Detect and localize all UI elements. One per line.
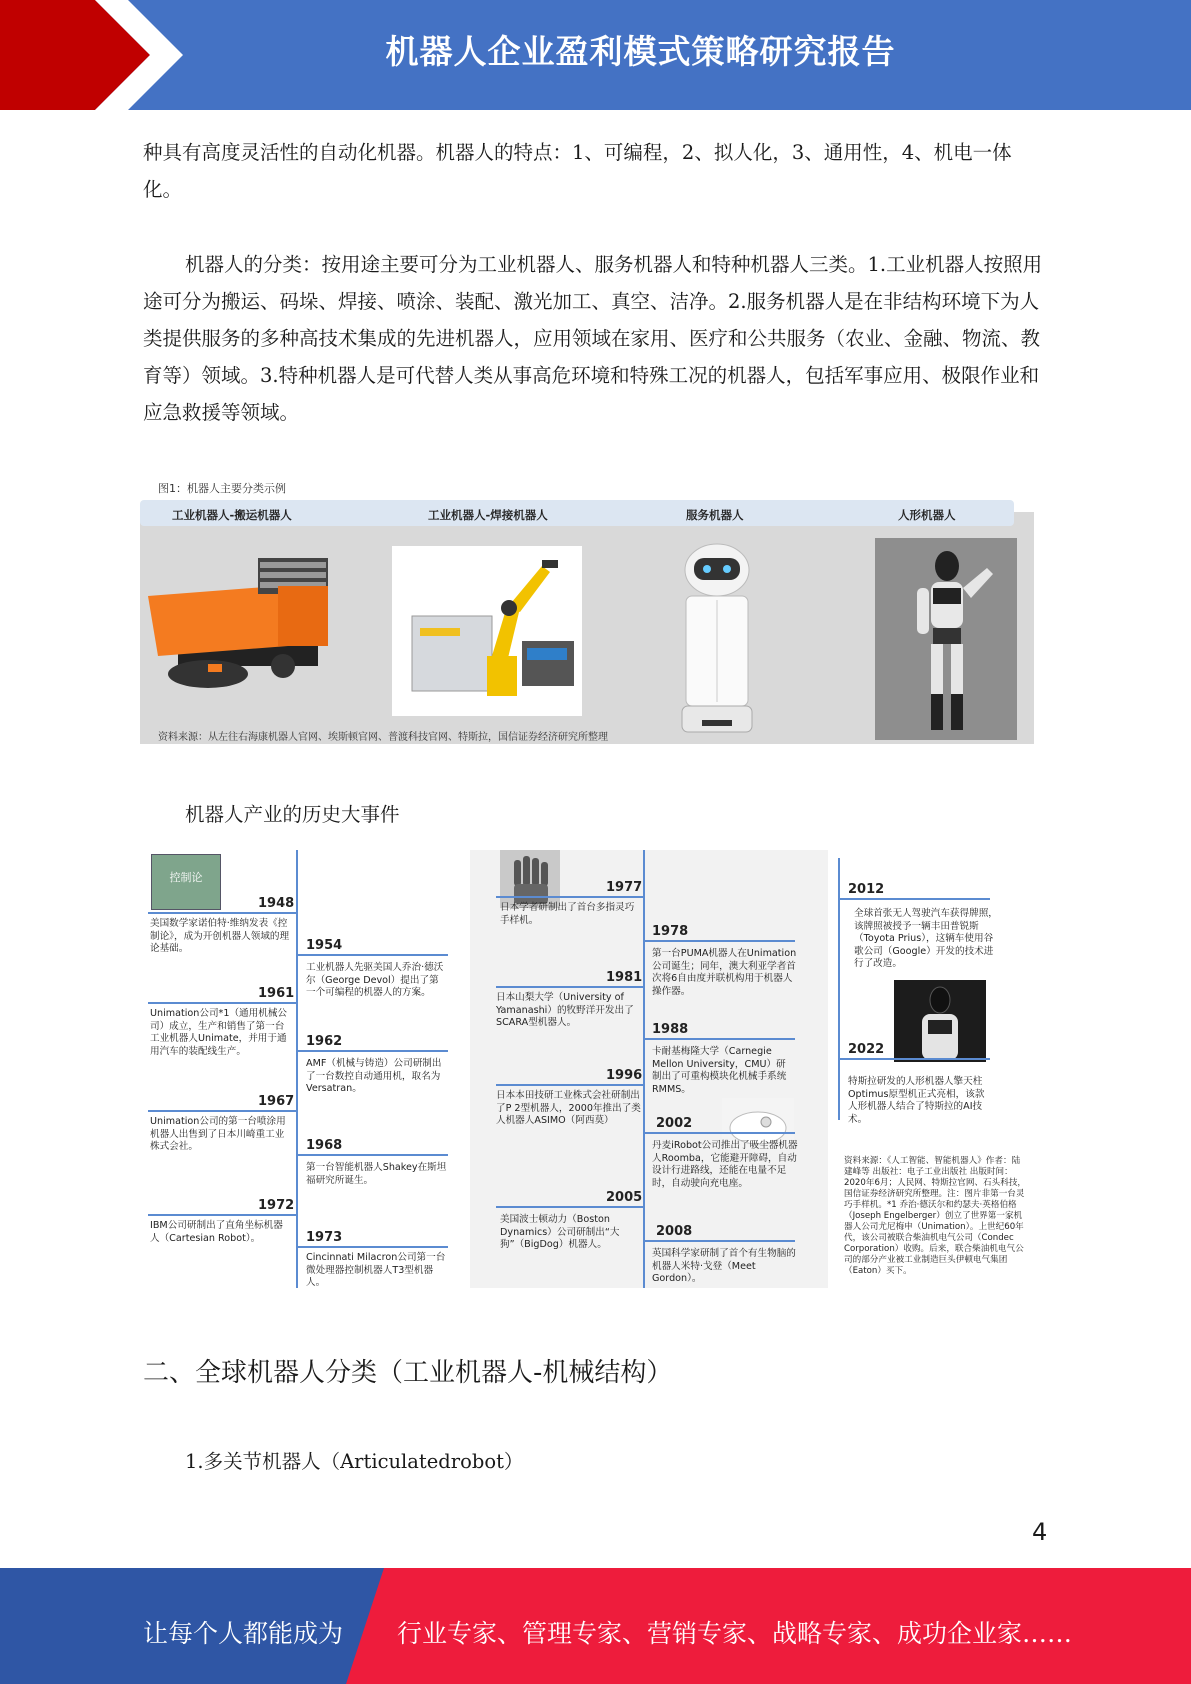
optimus-image [894,980,986,1062]
subsection-title: 1.多关节机器人（Articulatedrobot） [185,1450,524,1473]
history-heading-block [143,796,1048,833]
event-text-2005: 美国波士顿动力（Boston Dynamics）公司研制出“大狗”（BigDog）机器人。 [500,1214,620,1250]
figure-label-service: 服务机器人 [686,508,744,522]
event-year-2005: 2005 [606,1190,643,1205]
event-year-1978: 1978 [652,924,689,939]
event-text-1972: IBM公司研制出了直角坐标机器人（Cartesian Robot）。 [150,1220,283,1244]
event-year-1977: 1977 [606,880,643,895]
event-line-2005 [496,1206,644,1208]
event-line-1961 [148,1002,296,1004]
event-text-1996: 日本本田技研工业株式会社研制出了P 2型机器人，2000年推出了类人机器人ASIMO（阿西莫） [496,1090,641,1126]
event-line-2012 [840,898,990,900]
event-line-1973 [298,1246,448,1248]
paragraph-1: 种具有高度灵活性的自动化机器。机器人的特点：1、可编程，2、拟人化，3、通用性，4、机电一体化。 [143,141,1012,201]
event-year-1968: 1968 [306,1138,343,1153]
event-line-1948 [148,912,296,914]
event-line-1978 [645,940,795,942]
page-header [0,0,1191,110]
event-text-1948: 美国数学家诺伯特·维纳发表《控制论》，成为开创机器人领域的理论基础。 [150,918,290,954]
event-line-1962 [298,1050,448,1052]
event-text-1968: 第一台智能机器人Shakey在斯坦福研究所诞生。 [306,1162,447,1186]
event-text-2002: 丹麦iRobot公司推出了吸尘器机器人Roomba，它能避开障碍，自动设计行进路线，还能在电量不足时，自动驶向充电座。 [652,1140,798,1189]
event-year-1948: 1948 [258,896,295,911]
timeline-axis-middle [643,850,645,1288]
figure-source: 资料来源：从左往右海康机器人官网、埃斯顿官网、普渡科技官网、特斯拉，国信证券经济研究所整理 [158,732,608,743]
section-title: 二、全球机器人分类（工业机器人-机械结构） [143,1358,673,1388]
intro-paragraph [143,134,1048,208]
agv-robot-image [148,556,338,706]
event-year-1988: 1988 [652,1022,689,1037]
event-line-1954 [298,954,448,956]
event-year-2008: 2008 [656,1224,693,1239]
event-line-1968 [298,1154,448,1156]
book-cover-title: 控制论 [169,871,203,884]
event-year-1961: 1961 [258,986,295,1001]
footer-slogan-right: 行业专家、管理专家、营销专家、战略专家、成功企业家…… [397,1619,1073,1648]
event-text-1977: 日本学者研制出了首台多指灵巧手样机。 [500,902,635,926]
event-text-1967: Unimation公司的第一台喷涂用机器人出售到了日本川崎重工业株式会社。 [150,1116,286,1152]
figure-label-handling: 工业机器人-搬运机器人 [172,508,292,522]
event-line-1967 [148,1110,296,1112]
optimus-figure [894,980,986,1062]
event-year-2022: 2022 [848,1042,885,1057]
classification-paragraph [143,246,1048,431]
figure-label-welding: 工业机器人-焊接机器人 [428,508,548,522]
event-text-2022: 特斯拉研发的人形机器人擎天柱Optimus原型机正式亮相，该款人形机器人结合了特斯拉的AI技术。 [848,1076,985,1125]
service-robot-image [662,540,772,740]
event-year-1996: 1996 [606,1068,643,1083]
event-line-2022 [840,1058,990,1060]
event-line-1977 [496,896,644,898]
event-year-2012: 2012 [848,882,885,897]
figure-robot-types [140,476,1034,744]
event-line-2002 [645,1132,795,1134]
timeline-axis-left [296,850,298,1288]
event-year-2002: 2002 [656,1116,693,1131]
event-text-1978: 第一台PUMA机器人在Unimation公司诞生；同年，澳大利亚学者首次将6自由度并联机构用于机器人操作器。 [652,948,797,997]
event-line-2008 [645,1240,795,1242]
event-text-1973: Cincinnati Milacron公司第一台微处理器控制机器人T3型机器人。 [306,1252,446,1288]
event-line-1988 [645,1038,795,1040]
paragraph-2: 机器人的分类：按用途主要可分为工业机器人、服务机器人和特种机器人三类。1.工业机器人按照用途可分为搬运、码垛、焊接、喷涂、装配、激光加工、真空、洁净。2.服务机器人是在非结构环境下为人类提供服务的多种高技术集成的先进机器人，应用领域在家用、医疗和公共服务（农业、金融、物流、教育等）领域。3.特种机器人是可代替人类从事高危环境和特殊工况的机器人，包括军事应用、极限作业和应急救援等领域。 [143,253,1043,424]
event-text-1981: 日本山梨大学（University of Yamanashi）的牧野洋开发出了SCARA型机器人。 [496,992,634,1028]
event-text-1954: 工业机器人先驱美国人乔治·德沃尔（George Devol）提出了第一个可编程的机器人的方案。 [306,962,444,998]
event-line-1981 [496,986,644,988]
event-line-1996 [496,1084,644,1086]
event-text-1962: AMF（机械与铸造）公司研制出了一台数控自动通用机，取名为Versatran。 [306,1058,442,1094]
history-timeline [148,850,1028,1294]
welding-robot-image [392,546,582,716]
history-heading: 机器人产业的历史大事件 [185,803,400,826]
event-text-1961: Unimation公司*1（通用机械公司）成立，生产和销售了第一台工业机器人Unimate，并用于通用汽车的装配线生产。 [150,1008,288,1057]
figure-caption: 图1：机器人主要分类示例 [158,482,286,495]
page-footer [0,1568,1191,1684]
footer-slogan-left: 让每个人都能成为 [143,1619,344,1648]
event-year-1981: 1981 [606,970,643,985]
event-year-1962: 1962 [306,1034,343,1049]
humanoid-robot-image [875,538,1017,740]
event-year-1954: 1954 [306,938,343,953]
event-year-1972: 1972 [258,1198,295,1213]
event-line-1972 [148,1214,296,1216]
page-number: 4 [1032,1518,1048,1546]
event-year-1967: 1967 [258,1094,295,1109]
timeline-source: 资料来源：《人工智能、智能机器人》作者：陆建峰等 出版社：电子工业出版社 出版时间：2020年6月；人民网、特斯拉官网、石头科技，国信证券经济研究所整理。注：图片非第一台灵巧手样机。*1 乔治·德沃尔和约瑟夫·英格伯格（Joseph Engelberger）创立了世界第一家机器人公司尤尼梅申（Unimation）。上世纪60年代，该公司被联合柴油机电气公司（Condec Corporation）收购。后来，联合柴油机电气公司的部分产业被工业制造巨头伊顿电气集团（Eaton）买下。 [844,1156,1027,1276]
figure-label-humanoid: 人形机器人 [898,508,956,522]
book-cover-image [151,854,221,910]
event-year-1973: 1973 [306,1230,343,1245]
event-text-2012: 全球首张无人驾驶汽车获得牌照，该牌照被授予一辆丰田普锐斯（Toyota Prius），这辆车使用谷歌公司（Google）开发的技术进行了改造。 [854,908,998,969]
header-title: 机器人企业盈利模式策略研究报告 [385,32,896,71]
event-text-2008: 英国科学家研制了首个有生物脑的机器人米特·戈登（Meet Gordon）。 [652,1248,796,1284]
event-text-1988: 卡耐基梅隆大学（Carnegie Mellon University，CMU）研制出了可重构模块化机械手系统RMMS。 [652,1046,787,1095]
humanoid-figure [875,538,1017,740]
dexterous-hand-image [500,850,560,908]
